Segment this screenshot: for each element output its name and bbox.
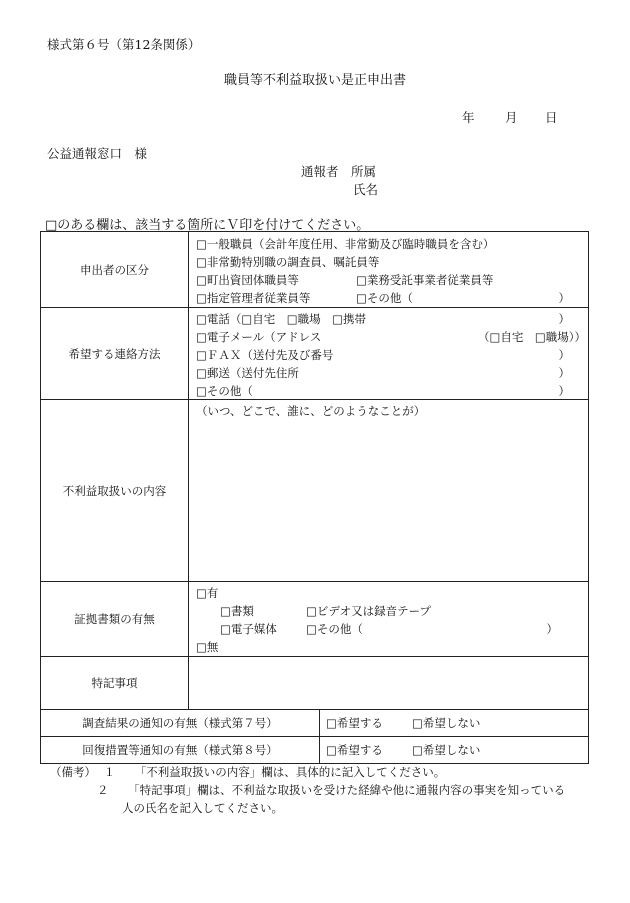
- note-2-continued: [50, 799, 565, 817]
- contact-option-fax[interactable]: □ＦＡＸ（送付先及び番号: [196, 348, 334, 362]
- remarks-label: 特記事項: [41, 657, 189, 710]
- evidence-other-close: ）: [546, 622, 558, 636]
- notify-result-want[interactable]: □希望する: [326, 716, 383, 730]
- notify-result-not-want[interactable]: □希望しない: [412, 716, 481, 730]
- document-title: 職員等不利益取扱い是正申出書: [223, 73, 406, 88]
- application-form-table: [40, 231, 589, 764]
- note-1: [50, 763, 565, 781]
- category-row: [41, 232, 589, 308]
- contact-options: [189, 308, 589, 400]
- contact-other-close: ）: [558, 384, 570, 398]
- contact-mail-close: ）: [558, 366, 570, 380]
- category-option-special-staff[interactable]: □非常勤特別職の調査員、嘱託員等: [196, 255, 380, 269]
- contact-row: [41, 308, 589, 400]
- form-number: 様式第６号（第12条関係）: [47, 37, 201, 52]
- remarks-field[interactable]: [189, 657, 589, 710]
- notify-result-row: [41, 710, 589, 737]
- date-month-label: 月: [505, 110, 518, 125]
- evidence-option-yes[interactable]: □有: [196, 586, 219, 600]
- contact-email-location-options[interactable]: （□自宅 □職場））: [478, 330, 586, 344]
- notes-prefix: （備考）: [50, 765, 96, 779]
- category-option-town-org-staff[interactable]: □町出資団体職員等: [196, 273, 299, 287]
- contact-option-phone[interactable]: □電話（□自宅 □職場 □携帯: [196, 312, 366, 326]
- evidence-option-no[interactable]: □無: [196, 640, 219, 654]
- evidence-option-video-audio[interactable]: □ビデオ又は録音テープ: [306, 604, 432, 618]
- category-option-designated-manager-staff[interactable]: □指定管理者従業員等: [196, 291, 311, 305]
- notify-remedy-row: [41, 737, 589, 764]
- date-year-label: 年: [462, 110, 475, 125]
- contact-option-mail[interactable]: □郵送（送付先住所: [196, 366, 299, 380]
- contact-fax-close: ）: [558, 348, 570, 362]
- notify-result-label: 調査結果の通知の有無（様式第７号）: [41, 710, 320, 737]
- content-field[interactable]: [189, 400, 589, 582]
- content-row: [41, 400, 589, 582]
- notify-remedy-not-want[interactable]: □希望しない: [412, 743, 481, 757]
- instruction-text: □のある欄は、該当する箇所にＶ印を付けてください。: [45, 218, 370, 233]
- date-day-label: 日: [545, 110, 558, 125]
- category-option-other[interactable]: □その他（: [356, 291, 413, 305]
- evidence-options: [189, 582, 589, 657]
- notify-remedy-label: 回復措置等通知の有無（様式第８号）: [41, 737, 320, 764]
- evidence-option-documents[interactable]: □書類: [220, 604, 254, 618]
- notify-result-options: [320, 710, 589, 737]
- contact-phone-close: ）: [558, 312, 570, 326]
- content-hint: （いつ、どこで、誰に、どのようなことが）: [196, 404, 426, 418]
- note-2: [50, 781, 565, 799]
- note-2-text-line2: 人の氏名を記入してください。: [122, 801, 283, 815]
- note-2-number: ２: [97, 783, 109, 797]
- note-1-text: 「不利益取扱いの内容」欄は、具体的に記入してください。: [134, 765, 446, 779]
- reporter-affiliation-label: 通報者 所属: [301, 164, 377, 179]
- category-other-close: ）: [558, 291, 570, 305]
- note-2-text-line1: 「特記事項」欄は、不利益な取扱いを受けた経緯や他に通報内容の事実を知っている: [128, 783, 566, 797]
- notify-remedy-want[interactable]: □希望する: [326, 743, 383, 757]
- contact-option-other[interactable]: □その他（: [196, 384, 253, 398]
- addressee: 公益通報窓口 様: [47, 146, 148, 161]
- evidence-option-other[interactable]: □その他（: [306, 622, 363, 636]
- remarks-row: [41, 657, 589, 710]
- contact-option-email[interactable]: □電子メール（アドレス: [196, 330, 322, 344]
- content-label: 不利益取扱いの内容: [41, 400, 189, 582]
- contact-label: 希望する連絡方法: [41, 308, 189, 400]
- evidence-row: [41, 582, 589, 657]
- notify-remedy-options: [320, 737, 589, 764]
- category-option-general-staff[interactable]: □一般職員（会計年度任用、非常勤及び臨時職員を含む）: [196, 237, 495, 251]
- category-options: [189, 232, 589, 308]
- category-label: 申出者の区分: [41, 232, 189, 308]
- evidence-label: 証拠書類の有無: [41, 582, 189, 657]
- note-1-number: １: [103, 765, 116, 779]
- evidence-option-electronic[interactable]: □電子媒体: [220, 622, 277, 636]
- notes-section: [50, 763, 565, 817]
- category-option-contractor-staff[interactable]: □業務受託事業者従業員等: [356, 273, 494, 287]
- reporter-name-label: 氏名: [353, 182, 379, 197]
